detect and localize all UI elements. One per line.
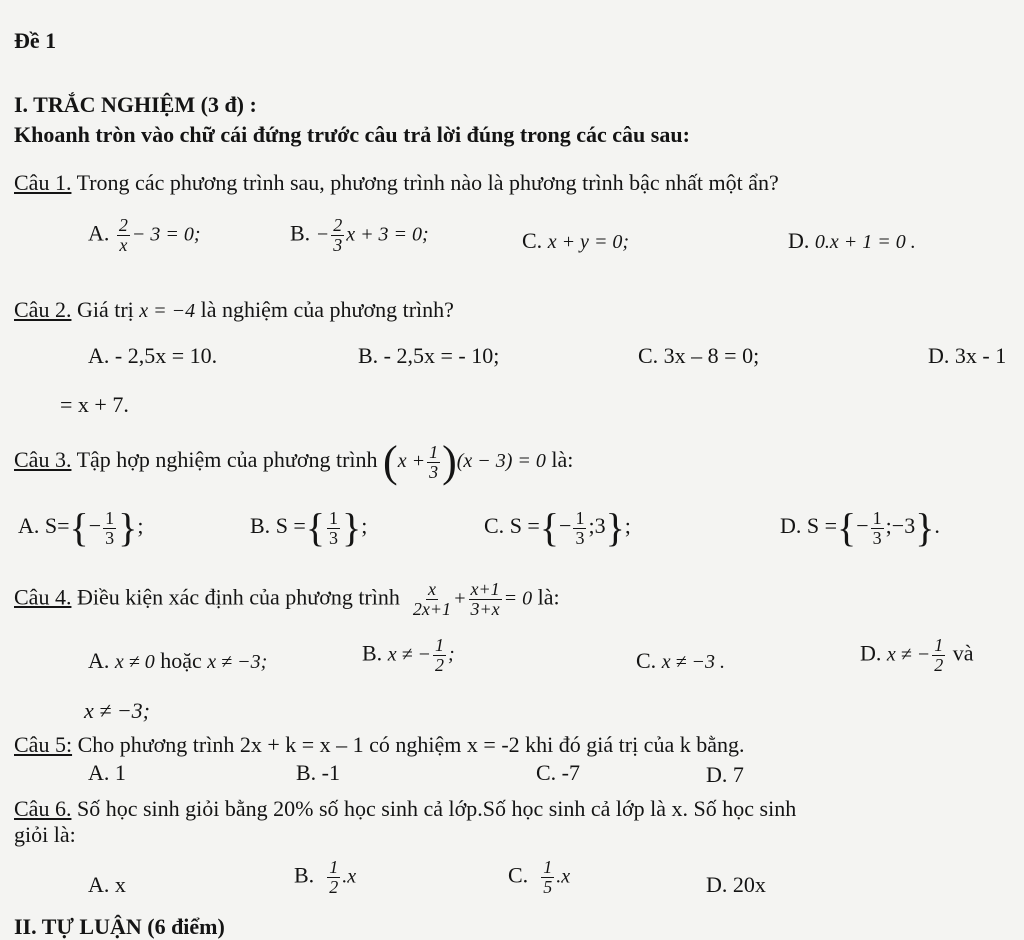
q6-option-b[interactable] (294, 858, 356, 897)
fraction-numerator: 1 (872, 507, 882, 528)
option-math: 0.x + 1 = 0 . (814, 231, 916, 253)
question-5-text: Cho phương trình 2x + k = x – 1 có nghiệm x = -2 khi đó giá trị của k bằng. (77, 732, 745, 757)
q5-option-d[interactable]: D. 7 (706, 762, 744, 787)
fraction-denominator: 3 (575, 527, 585, 548)
q2-option-c[interactable]: C. 3x – 8 = 0; (638, 343, 760, 368)
option-math: x ≠ − (387, 643, 432, 666)
option-math: x ≠ − (886, 643, 931, 666)
question-5-label: Câu 5: (14, 732, 73, 757)
question-2 (14, 297, 454, 323)
fraction-numerator: 1 (934, 635, 944, 655)
option-letter: C. (508, 862, 529, 888)
question-6-text-continued: giỏi là: (14, 822, 76, 847)
section-1-title: I. TRẮC NGHIỆM (3 đ) : (14, 92, 257, 117)
question-3-text-end: là: (551, 447, 574, 473)
question-3: Câu 3. Tập hợp nghiệm của phương trình (x + $\frac{1}{3}$ )(x − 3) = 0 là: (14, 437, 574, 486)
q3-option-a[interactable]: A. S={− $\frac{1}{3}$ }; (18, 505, 144, 550)
option-math: ; (137, 513, 144, 539)
exam-title: Đề 1 (14, 28, 57, 53)
option-math: x ≠ −3 . (661, 651, 726, 673)
fraction-numerator: 1 (543, 857, 553, 877)
option-letter: B. (250, 513, 271, 539)
option-math: .x (342, 865, 357, 888)
q4-option-a[interactable] (88, 648, 267, 674)
option-letter: D. (780, 513, 802, 539)
question-2-text: Giá trị (76, 297, 134, 322)
option-math: S = (275, 513, 306, 539)
fraction-numerator: 1 (435, 635, 445, 655)
fraction-numerator: 1 (575, 507, 585, 528)
option-math: − (88, 513, 102, 539)
q6-option-d[interactable]: D. 20x (706, 872, 766, 897)
option-letter: C. (636, 648, 657, 673)
option-letter: D. (788, 228, 810, 253)
option-math: x ≠ 0 (114, 651, 155, 673)
option-math: ; (361, 513, 368, 539)
q1-option-a[interactable] (88, 216, 201, 255)
fraction-numerator: 1 (329, 857, 339, 877)
q4-option-c[interactable] (636, 648, 725, 674)
q3-option-c[interactable]: C. S ={− $\frac{1}{3}$ ;3}; (484, 505, 631, 550)
question-2-label: Câu 2. (14, 297, 72, 322)
option-math: − 3 = 0; (131, 223, 201, 246)
fraction-numerator: 1 (429, 441, 439, 462)
fraction-numerator: x (427, 579, 436, 599)
fraction-denominator: 2 (329, 876, 339, 897)
fraction-denominator: 2 (435, 654, 445, 675)
question-4-text-end: là: (537, 584, 560, 610)
option-math: .x (556, 865, 571, 888)
option-letter: C. (522, 228, 543, 253)
q2-option-d-continued: = x + 7. (60, 392, 129, 417)
q2-option-d[interactable]: D. 3x - 1 (928, 343, 1007, 368)
option-math: − (856, 513, 869, 539)
option-letter: A. (88, 648, 110, 673)
instruction: Khoanh tròn vào chữ cái đứng trước câu trả lời đúng trong các câu sau: (14, 122, 690, 147)
option-letter: B. (362, 640, 383, 666)
fraction-denominator: 3+x (470, 598, 500, 619)
option-math: ; (448, 643, 455, 666)
question-1-text: Trong các phương trình sau, phương trình nào là phương trình bậc nhất một ẩn? (76, 170, 779, 195)
option-letter: A. (18, 513, 40, 539)
q1-option-d[interactable] (788, 228, 916, 254)
question-1-label: Câu 1. (14, 170, 72, 195)
question-4-text: Điều kiện xác định của phương trình (76, 584, 400, 610)
q6-option-a[interactable]: A. x (88, 872, 126, 897)
fraction-numerator: x+1 (470, 579, 500, 599)
question-5 (14, 732, 744, 758)
fraction-denominator: 3 (333, 234, 343, 255)
option-letter: A. (88, 220, 110, 246)
q4-option-d-continued: x ≠ −3; (84, 698, 151, 723)
option-math: S = (806, 513, 838, 539)
fraction-numerator: 1 (329, 507, 339, 528)
question-4-label: Câu 4. (14, 584, 72, 610)
fraction-denominator: 2 (934, 654, 944, 675)
q3-option-b[interactable]: B. S ={ $\frac{1}{3}$ }; (250, 505, 368, 550)
fraction-denominator: x (119, 234, 128, 255)
equation-part: + (453, 587, 467, 610)
fraction-numerator: 1 (105, 507, 115, 528)
question-2-math: x = −4 (139, 300, 196, 322)
option-letter: C. (484, 513, 505, 539)
question-6-text: Số học sinh giỏi bằng 20% số học sinh cả lớp.Số học sinh cả lớp là x. Số học sinh (76, 796, 797, 821)
option-letter: D. (860, 640, 882, 666)
q2-option-a[interactable]: A. - 2,5x = 10. (88, 343, 218, 368)
q5-option-a[interactable]: A. 1 (88, 760, 126, 785)
fraction-denominator: 3 (329, 527, 339, 548)
fraction-denominator: 2x+1 (412, 598, 452, 619)
question-4 (14, 580, 560, 619)
q3-option-d[interactable]: D. S ={− $\frac{1}{3}$ ;−3}. (780, 505, 940, 550)
option-math: . (934, 513, 940, 539)
q5-option-b[interactable]: B. -1 (296, 760, 340, 785)
q1-option-c[interactable] (522, 228, 629, 254)
question-2-text-end: là nghiệm của phương trình? (200, 297, 454, 322)
section-2-title: II. TỰ LUẬN (6 điểm) (14, 914, 225, 939)
option-math: S = (509, 513, 540, 539)
option-math: − (559, 513, 572, 539)
option-letter: B. (294, 862, 315, 888)
option-math: − (315, 223, 330, 246)
option-math: x + y = 0; (547, 231, 630, 253)
question-6-label: Câu 6. (14, 796, 72, 821)
option-text: hoặc (160, 648, 202, 673)
question-1 (14, 170, 779, 196)
fraction-numerator: 2 (118, 215, 128, 235)
q6-option-c[interactable] (508, 858, 570, 897)
equation-part: x + (397, 450, 426, 473)
q1-option-b[interactable] (290, 216, 429, 255)
fraction-denominator: 3 (872, 527, 882, 548)
question-3-text: Tập hợp nghiệm của phương trình (76, 447, 378, 473)
option-math: ; (624, 513, 631, 539)
option-math: ;−3 (885, 513, 916, 539)
q4-option-b[interactable] (362, 636, 455, 675)
option-math: ;3 (588, 513, 606, 539)
q5-option-c[interactable]: C. -7 (536, 760, 580, 785)
option-math: x ≠ −3; (207, 651, 268, 673)
question-6 (14, 796, 796, 822)
question-3-label: Câu 3. (14, 447, 72, 473)
option-letter: B. (290, 220, 311, 246)
option-text: và (952, 640, 974, 666)
q2-option-b[interactable]: B. - 2,5x = - 10; (358, 343, 500, 368)
q4-option-d[interactable] (860, 636, 974, 675)
equation-part: = 0 (503, 587, 533, 610)
fraction-denominator: 5 (543, 876, 553, 897)
option-math: S= (44, 513, 70, 539)
equation-part: (x − 3) = 0 (456, 450, 546, 473)
fraction-denominator: 3 (429, 461, 439, 482)
fraction-numerator: 2 (333, 215, 343, 235)
fraction-denominator: 3 (105, 527, 115, 548)
option-math: x + 3 = 0; (346, 223, 429, 246)
